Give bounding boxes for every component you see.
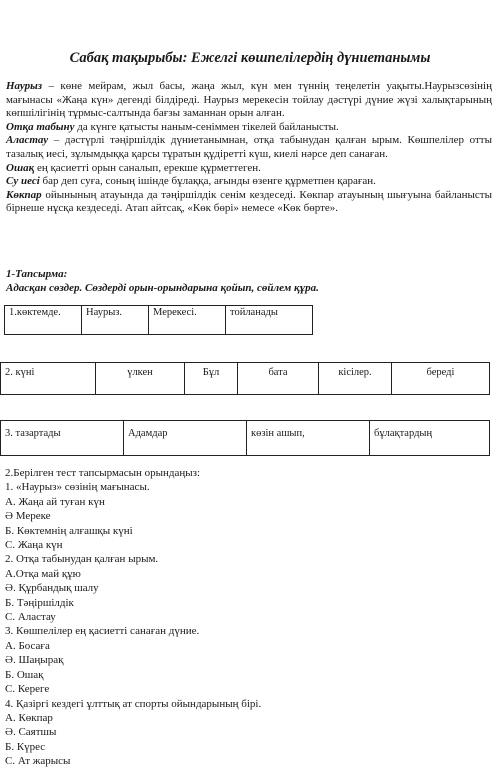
answer-option: Ә. Құрбандық шалу [5,582,99,595]
task1-header [6,268,492,295]
word-table-1 [4,305,313,335]
intro-paragraph [6,134,492,161]
table-row [1,421,490,456]
word-cell: бұлақтардың [370,421,490,456]
intro-paragraph [6,121,492,135]
test-heading: 2.Берілген тест тапсырмасын орындаңыз: [5,467,201,479]
term: Наурыз [6,80,43,92]
answer-option: А. Босаға [5,639,50,652]
task1-heading: 1-Тапсырма: [6,268,68,280]
word-table-2 [0,362,490,395]
word-cell: береді [392,363,490,395]
term: Аластау [6,134,49,147]
intro-paragraph [6,162,492,176]
definition: ең қасиетті орын саналып, ерекше құрметтеген. [34,161,261,174]
word-cell: бата [238,363,319,395]
answer-option: А.Отқа май құю [5,567,81,580]
intro-paragraph [6,175,492,189]
question: 1. «Наурыз» сөзінің мағынасы. [5,481,150,494]
definition: бар деп суға, соның ішінде бұлаққа, ағынды өзенге құрметпен қараған. [39,175,376,188]
word-cell: Адамдар [124,421,247,456]
word-cell: Наурыз. [82,306,149,335]
answer-option: С. Аластау [5,611,56,624]
word-cell: 1.көктемде. [5,306,82,335]
test-section [5,466,491,769]
word-table-3 [0,420,490,456]
answer-option: Ә Мереке [5,510,51,523]
answer-option: Б. Күрес [5,740,46,753]
answer-option: Ә. Саятшы [5,726,57,739]
table-row [5,306,313,335]
word-cell: көзін ашып, [247,421,370,456]
definition: да күнге қатысты наным-сеніммен тікелей байланысты. [74,120,339,133]
answer-option: Б. Көктемнің алғашқы күні [5,524,133,537]
question: 3. Көшпелілер ең қасиетті санаған дүние. [5,625,200,638]
word-cell: үлкен [96,363,185,395]
word-cell: кісілер. [319,363,392,395]
answer-option: Б. Ошақ [5,668,44,681]
table-row [1,363,490,395]
word-cell: 3. тазартады [1,421,124,456]
term: Көкпар [6,188,42,201]
term: Ошақ [6,161,35,174]
term: Отқа табыну [6,120,75,133]
intro-paragraph [6,80,492,121]
answer-option: Б. Тәңіршілдік [5,596,74,609]
intro-text [6,80,492,216]
word-cell: 2. күні [1,363,96,395]
page-title: Сабақ тақырыбы: Ежелгі көшпелілердің дүниетанымы [69,50,431,66]
answer-option: С. Жаңа күн [5,539,63,552]
task1-instruction: Адасқан сөздер. Сөздерді орын-орындарына қойып, сөйлем құра. [6,281,319,294]
answer-option: Ә. Шаңырақ [5,654,64,667]
answer-option: А. Жаңа ай туған күн [5,495,105,508]
word-cell: тойланады [226,306,313,335]
word-cell: Мерекесі. [149,306,226,335]
question: 2. Отқа табынудан қалған ырым. [5,553,159,566]
definition: – көне мейрам, жыл басы, жаңа жыл, күн мен түннің теңелетін уақыты.Наурызсөзінің мағынасы «Жаңа күн» дегенді білдіреді. Наурыз мерекесін тойлау дәстүрі дүние жүзі халықтарының көпшілігінің тұрмыс-салтында бағзы заманнан орын алған. [6,80,492,120]
term: Су иесі [6,175,40,188]
intro-paragraph [6,189,492,216]
answer-option: А. Көкпар [5,711,53,724]
definition: ойынының атауында да тәңіршілдік сенім кездеседі. Көкпар атауының шығуына байланысты бірнеше нұсқа кездеседі. Атап айтсақ, «Көк бөрі» немесе «Көк бөрте». [6,188,492,215]
answer-option: С. Кереге [5,683,50,696]
definition: – дәстүрлі тәңіршілдік дүниетанымнан, отқа табынудан қалған ырым. Көшпелілер отты тазалық иесі, зұлымдыққа қарсы тұратын құдіретті күш, киелі нәрсе деп санаған. [6,134,492,160]
word-cell: Бұл [185,363,238,395]
question: 4. Қазіргі кездегі ұлттық ат спорты ойындарының бірі. [5,697,262,710]
answer-option: С. Ат жарысы [5,755,71,768]
